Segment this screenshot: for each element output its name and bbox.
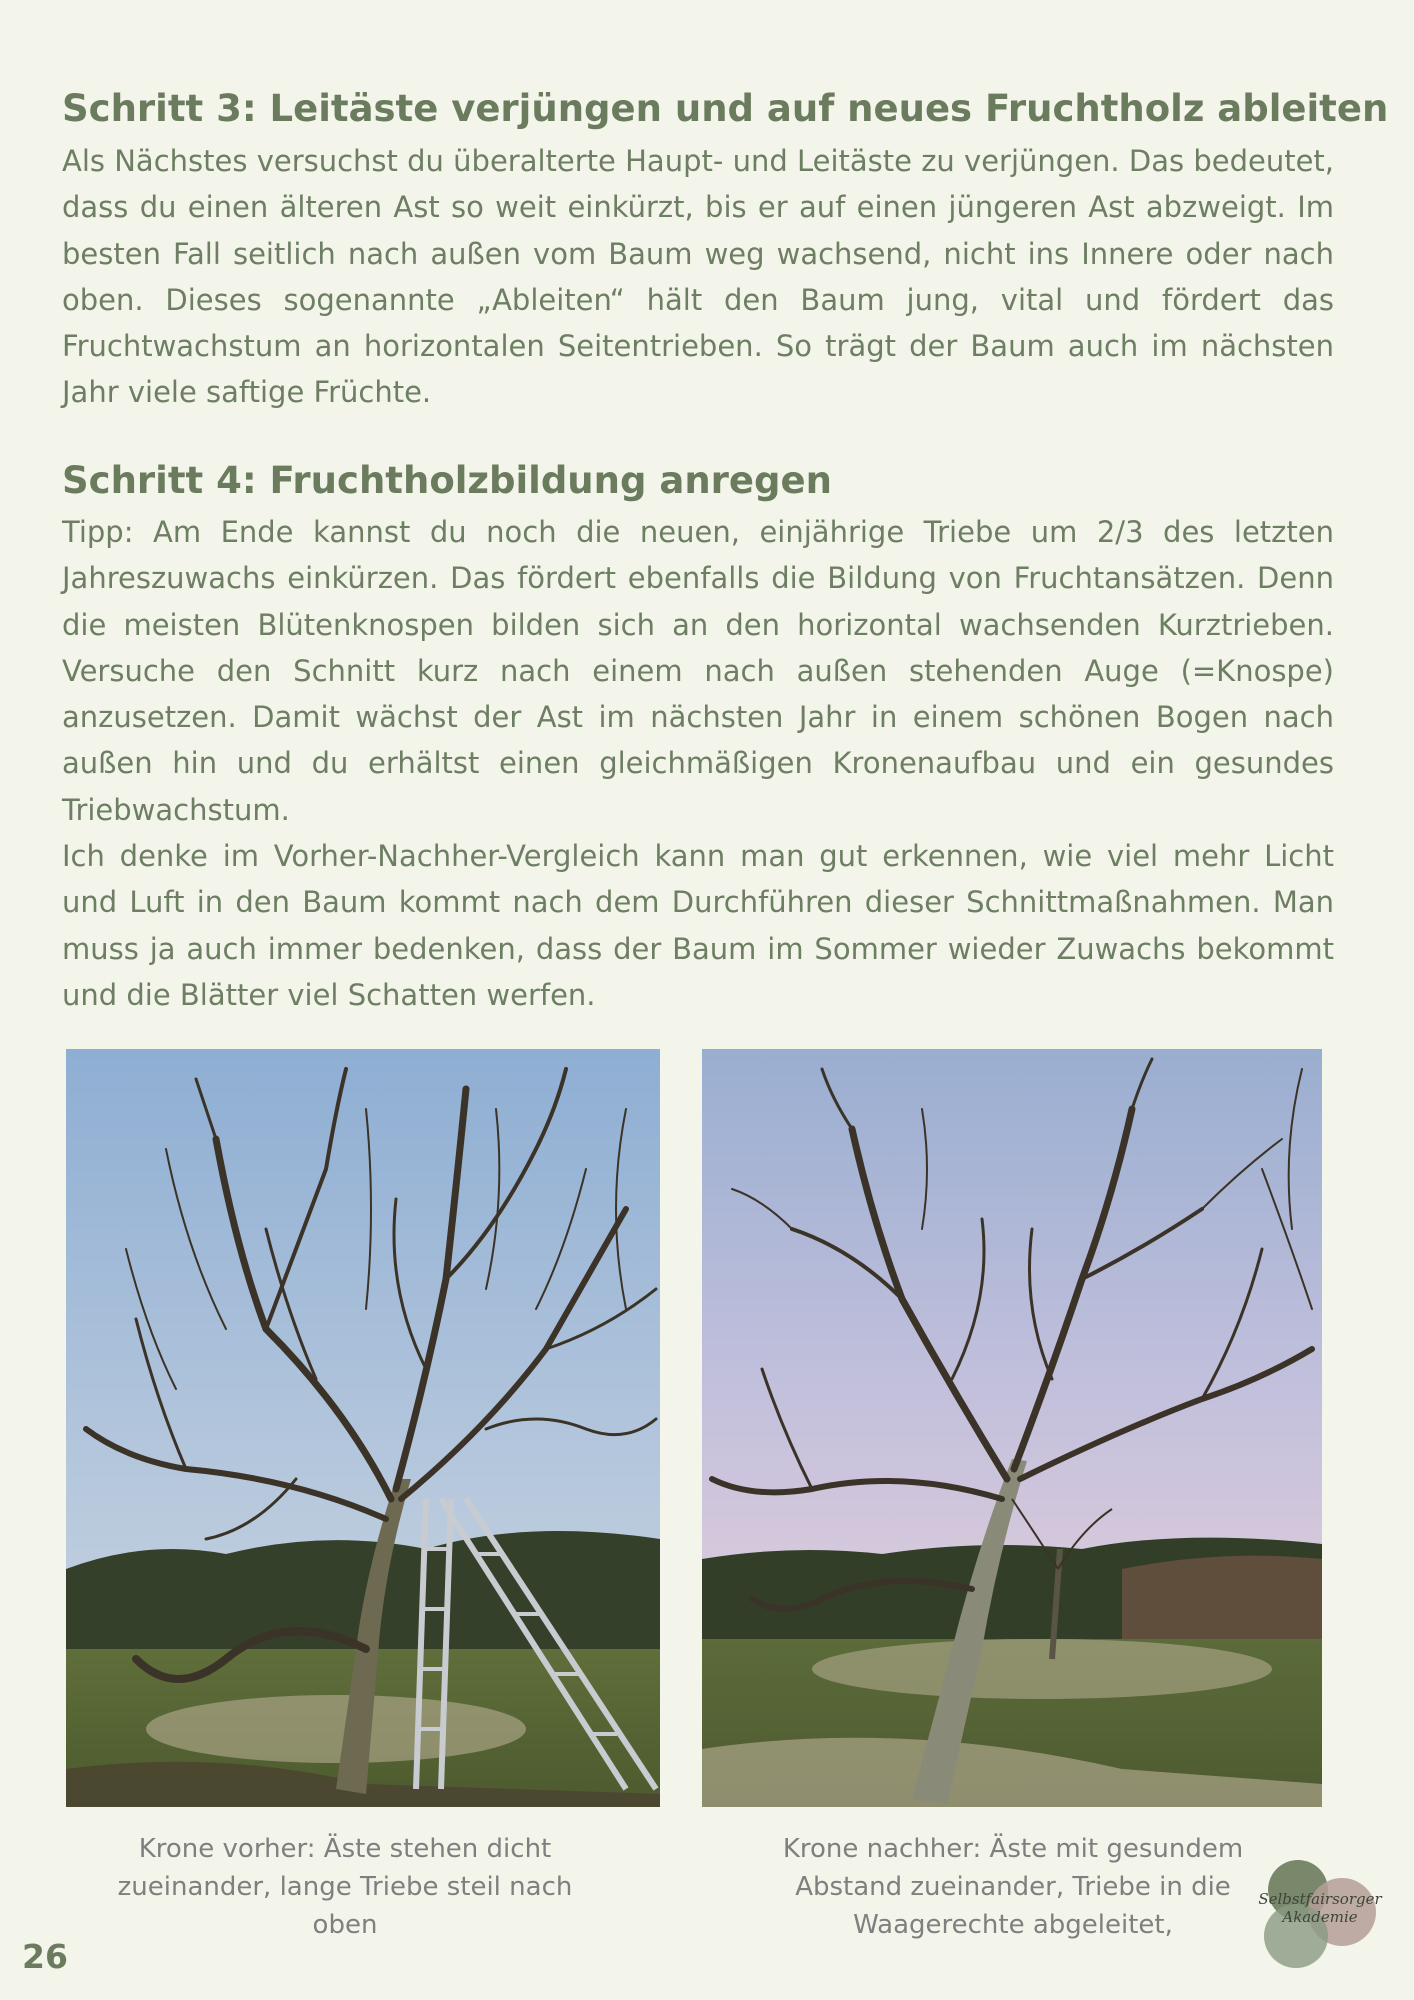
page-number: 26 — [22, 1937, 68, 1976]
section-4-heading: Schritt 4: Fruchtholzbildung anregen — [62, 459, 832, 502]
section-3-body: Als Nächstes versuchst du überalterte Haupt- und Leitäste zu verjüngen. Das bedeutet, dass du einen älteren Ast so weit einkürzt, bis er auf einen jüngeren Ast abzweigt. Im besten Fall seitlich nach außen vom Baum weg wachsend, nicht ins Innere oder nach oben. Dieses sogenannte „Ableiten“ hält den Baum jung, vital und fördert das Fruchtwachstum an horizontalen Seitentrieben. So trägt der Baum auch im nächsten Jahr viele saftige Früchte. — [62, 144, 1334, 410]
photo-tree-after — [702, 1049, 1322, 1807]
photo-tree-before — [66, 1049, 660, 1807]
akademie-logo — [1250, 1852, 1390, 1972]
logo-text-line2: Akademie — [1282, 1908, 1358, 1926]
caption-after: Krone nachher: Äste mit gesundem Abstand zueinander, Triebe in die Waagerechte abgeleitet, — [782, 1834, 1244, 1940]
section-3-heading: Schritt 3: Leitäste verjüngen und auf neues Fruchtholz ableiten — [62, 87, 1389, 130]
section-4-tip-paragraph: Tipp: Am Ende kannst du noch die neuen, einjährige Triebe um 2/3 des letzten Jahreszuwachs einkürzen. Das fördert ebenfalls die Bildung von Fruchtansätzen. Denn die meisten Blütenknospen bilden sich an den horizontal wachsenden Kurztrieben. Versuche den Schnitt kurz nach einem nach außen stehenden Auge (=Knospe) anzusetzen. Damit wächst der Ast im nächsten Jahr in einem schönen Bogen nach außen hin und du erhältst einen gleichmäßigen Kronenaufbau und ein gesundes Triebwachstum. — [62, 515, 1334, 827]
caption-before: Krone vorher: Äste stehen dicht zueinander, lange Triebe steil nach oben — [117, 1834, 573, 1940]
logo-text-line1: Selbstfairsorger — [1258, 1890, 1382, 1908]
logo-text — [1250, 1890, 1390, 1926]
section-4-comparison-paragraph: Ich denke im Vorher-Nachher-Vergleich kann man gut erkennen, wie viel mehr Licht und Luft in den Baum kommt nach dem Durchführen dieser Schnittmaßnahmen. Man muss ja auch immer bedenken, dass der Baum im Sommer wieder Zuwachs bekommt und die Blätter viel Schatten werfen. — [62, 839, 1334, 1012]
